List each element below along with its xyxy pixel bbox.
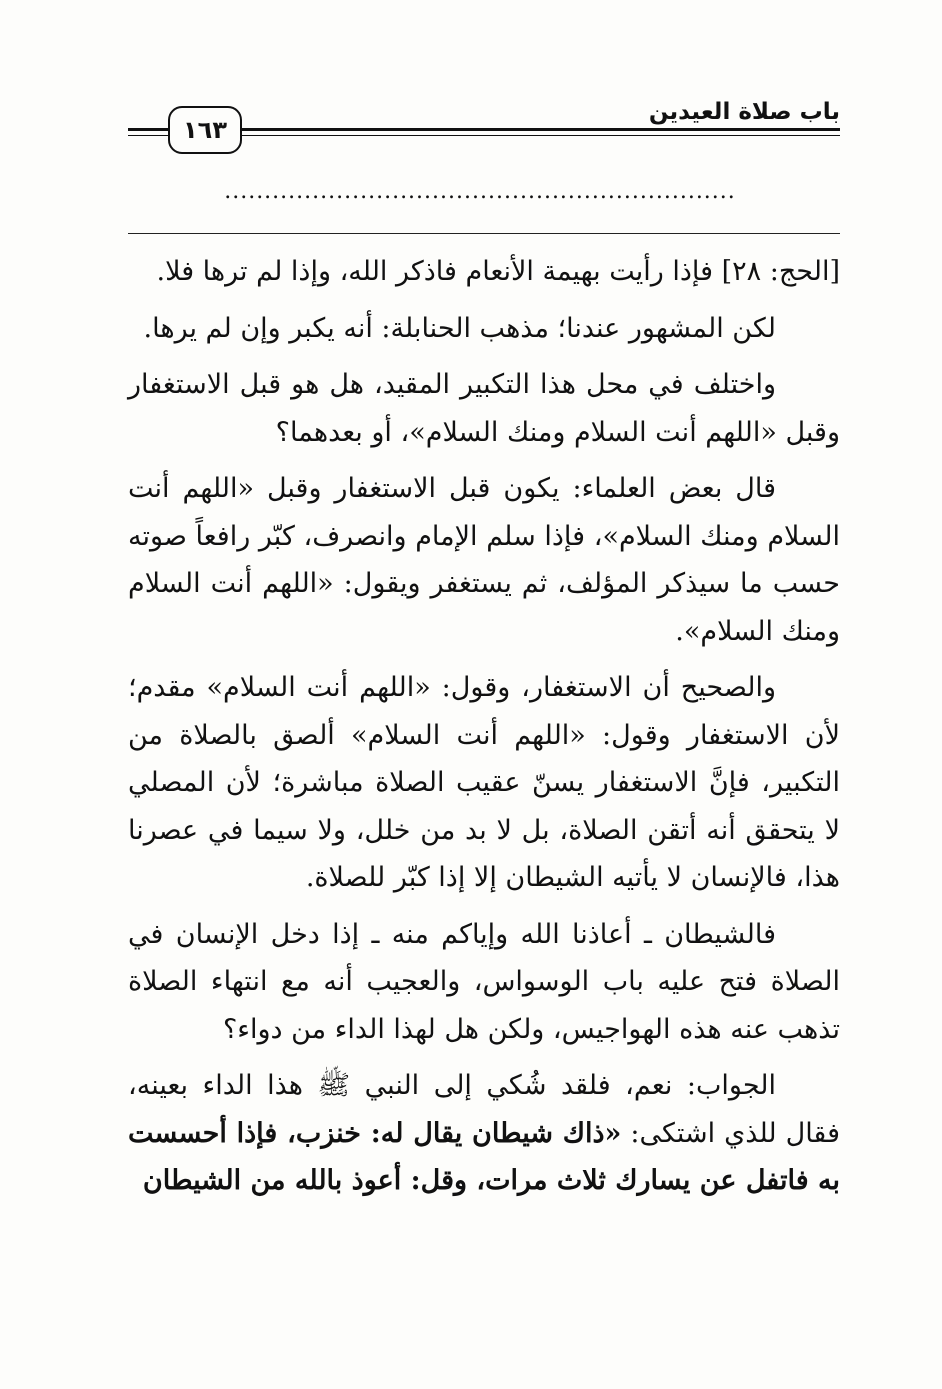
paragraph-1: [الحج: ٢٨] فإذا رأيت بهيمة الأنعام فاذكر الله، وإذا لم ترها فلا. <box>156 256 840 287</box>
separator-rule <box>128 233 840 234</box>
paragraph-7 <box>128 1062 840 1205</box>
body-text <box>128 248 840 1214</box>
paragraph-3: واختلف في محل هذا التكبير المقيد، هل هو قبل الاستغفار وقبل «اللهم أنت السلام ومنك السلام»، أو بعدهما؟ <box>128 369 840 448</box>
page-header <box>128 98 840 158</box>
ellipsis-line: ................................................................ <box>224 180 736 204</box>
paragraph-4: قال بعض العلماء: يكون قبل الاستغفار وقبل «اللهم أنت السلام ومنك السلام»، فإذا سلم الإمام وانصرف، كبّر رافعاً صوته حسب ما سيذكر المؤلف، ثم يستغفر ويقول: «اللهم أنت السلام ومنك السلام». <box>128 473 840 647</box>
paragraph-2: لكن المشهور عندنا؛ مذهب الحنابلة: أنه يكبر وإن لم يرها. <box>143 312 776 344</box>
hadith-quote: «ذاك شيطان يقال له: خنزب، فإذا أحسست به فاتفل عن يسارك ثلاث مرات، وقل: أعوذ بالله من الشيطان <box>128 1117 840 1196</box>
paragraph-7-plain: الجواب: نعم، فلقد شُكي إلى النبي ﷺ هذا الداء بعينه، فقال للذي اشتكى: <box>128 1070 840 1149</box>
page-number: ١٦٣ <box>168 106 242 154</box>
chapter-title: باب صلاة العيدين <box>637 98 840 126</box>
paragraph-6: فالشيطان ـ أعاذنا الله وإياكم منه ـ إذا دخل الإنسان في الصلاة فتح عليه باب الوسواس، والعجيب أنه مع انتهاء الصلاة تذهب عنه هذه الهواجيس، ولكن هل لهذا الداء من دواء؟ <box>128 918 840 1045</box>
paragraph-5: والصحيح أن الاستغفار، وقول: «اللهم أنت السلام» مقدم؛ لأن الاستغفار وقول: «اللهم أنت السلام» ألصق بالصلاة من التكبير، فإنَّ الاستغفار يسنّ عقيب الصلاة مباشرة؛ لأن المصلي لا يتحقق أنه أتقن الصلاة، بل لا بد من خلل، ولا سيما في عصرنا هذا، فالإنسان لا يأتيه الشيطان إلا إذا كبّر للصلاة. <box>128 672 840 893</box>
